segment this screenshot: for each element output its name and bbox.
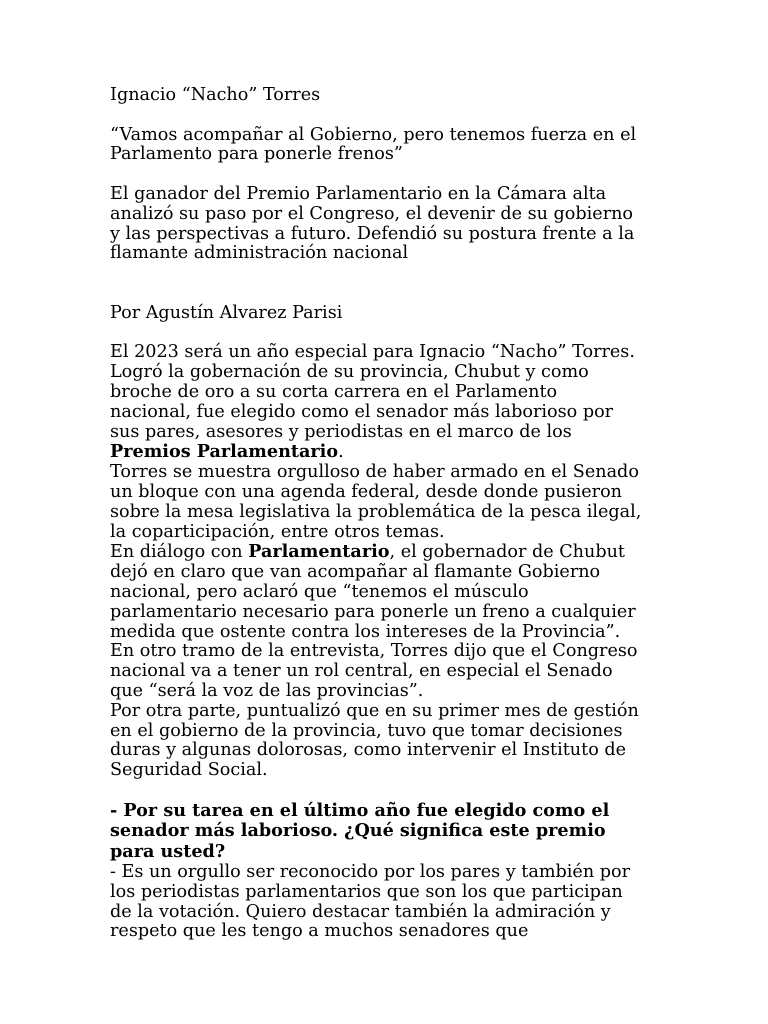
article-summary: El ganador del Premio Parlamentario en la Cámara alta analizó su paso por el Congreso, el devenir de su gobierno y las perspectivas a futuro. Defendió su postura frente a la flamante administración nacional bbox=[110, 183, 635, 264]
paragraph-2: Torres se muestra orgulloso de haber armado en el Senado un bloque con una agenda federal, desde donde pusieron sobre la mesa legislativa la problemática de la pesca ilegal, la coparticipación, entre otros temas. bbox=[110, 462, 642, 542]
spacer bbox=[110, 781, 670, 801]
spacer bbox=[110, 264, 670, 304]
paragraph-4: En otro tramo de la entrevista, Torres dijo que el Congreso nacional va a tener un rol central, en especial el Senado que “será la voz de las provincias”. bbox=[110, 641, 638, 701]
paragraph-1-end: . bbox=[338, 442, 344, 463]
question-1-bold: - Por su tarea en el último año fue elegido como el senador más laborioso. ¿Qué significa este premio para usted? bbox=[110, 799, 610, 863]
paragraph-1 bbox=[110, 343, 670, 463]
premios-parlamentario-bold: Premios Parlamentario bbox=[110, 441, 339, 463]
paragraph-3 bbox=[110, 542, 670, 642]
article-byline: Por Agustín Alvarez Parisi bbox=[110, 302, 343, 323]
article-headline: Ignacio “Nacho” Torres bbox=[110, 85, 321, 105]
article-quote: “Vamos acompañar al Gobierno, pero tenemos fuerza en el Parlamento para ponerle frenos” bbox=[110, 124, 637, 165]
parlamentario-bold: Parlamentario bbox=[248, 541, 390, 563]
paragraph-3-text: , el gobernador de Chubut dejó en claro que van acompañar al flamante Gobierno nacional, pero aclaró que “tenemos el músculo parlamentario necesario para ponerle un freno a cualquier medida que ostente contra los intereses de la Provincia”. bbox=[110, 542, 636, 642]
spacer bbox=[110, 106, 670, 126]
interview-question-1 bbox=[110, 801, 670, 863]
paragraph-5: Por otra parte, puntualizó que en su primer mes de gestión en el gobierno de la provincia, tuvo que tomar decisiones duras y algunas dolorosas, como intervenir el Instituto de Seguridad Social. bbox=[110, 700, 639, 781]
paragraph-3-start: En diálogo con bbox=[110, 542, 249, 563]
paragraph-1-text: El 2023 será un año especial para Ignacio “Nacho” Torres. Logró la gobernación de su provincia, Chubut y como broche de oro a su corta carrera en el Parlamento nacional, fue elegido como el senador más laborioso por sus pares, asesores y periodistas en el marco de los bbox=[110, 342, 635, 442]
spacer bbox=[110, 165, 670, 185]
interview-answer-1: - Es un orgullo ser reconocido por los pares y también por los periodistas parlamentarios que son los que participan de la votación. Quiero destacar también la admiración y respeto que les tengo a muchos senadores que bbox=[110, 862, 631, 942]
spacer bbox=[110, 324, 670, 344]
document-page bbox=[110, 86, 670, 942]
